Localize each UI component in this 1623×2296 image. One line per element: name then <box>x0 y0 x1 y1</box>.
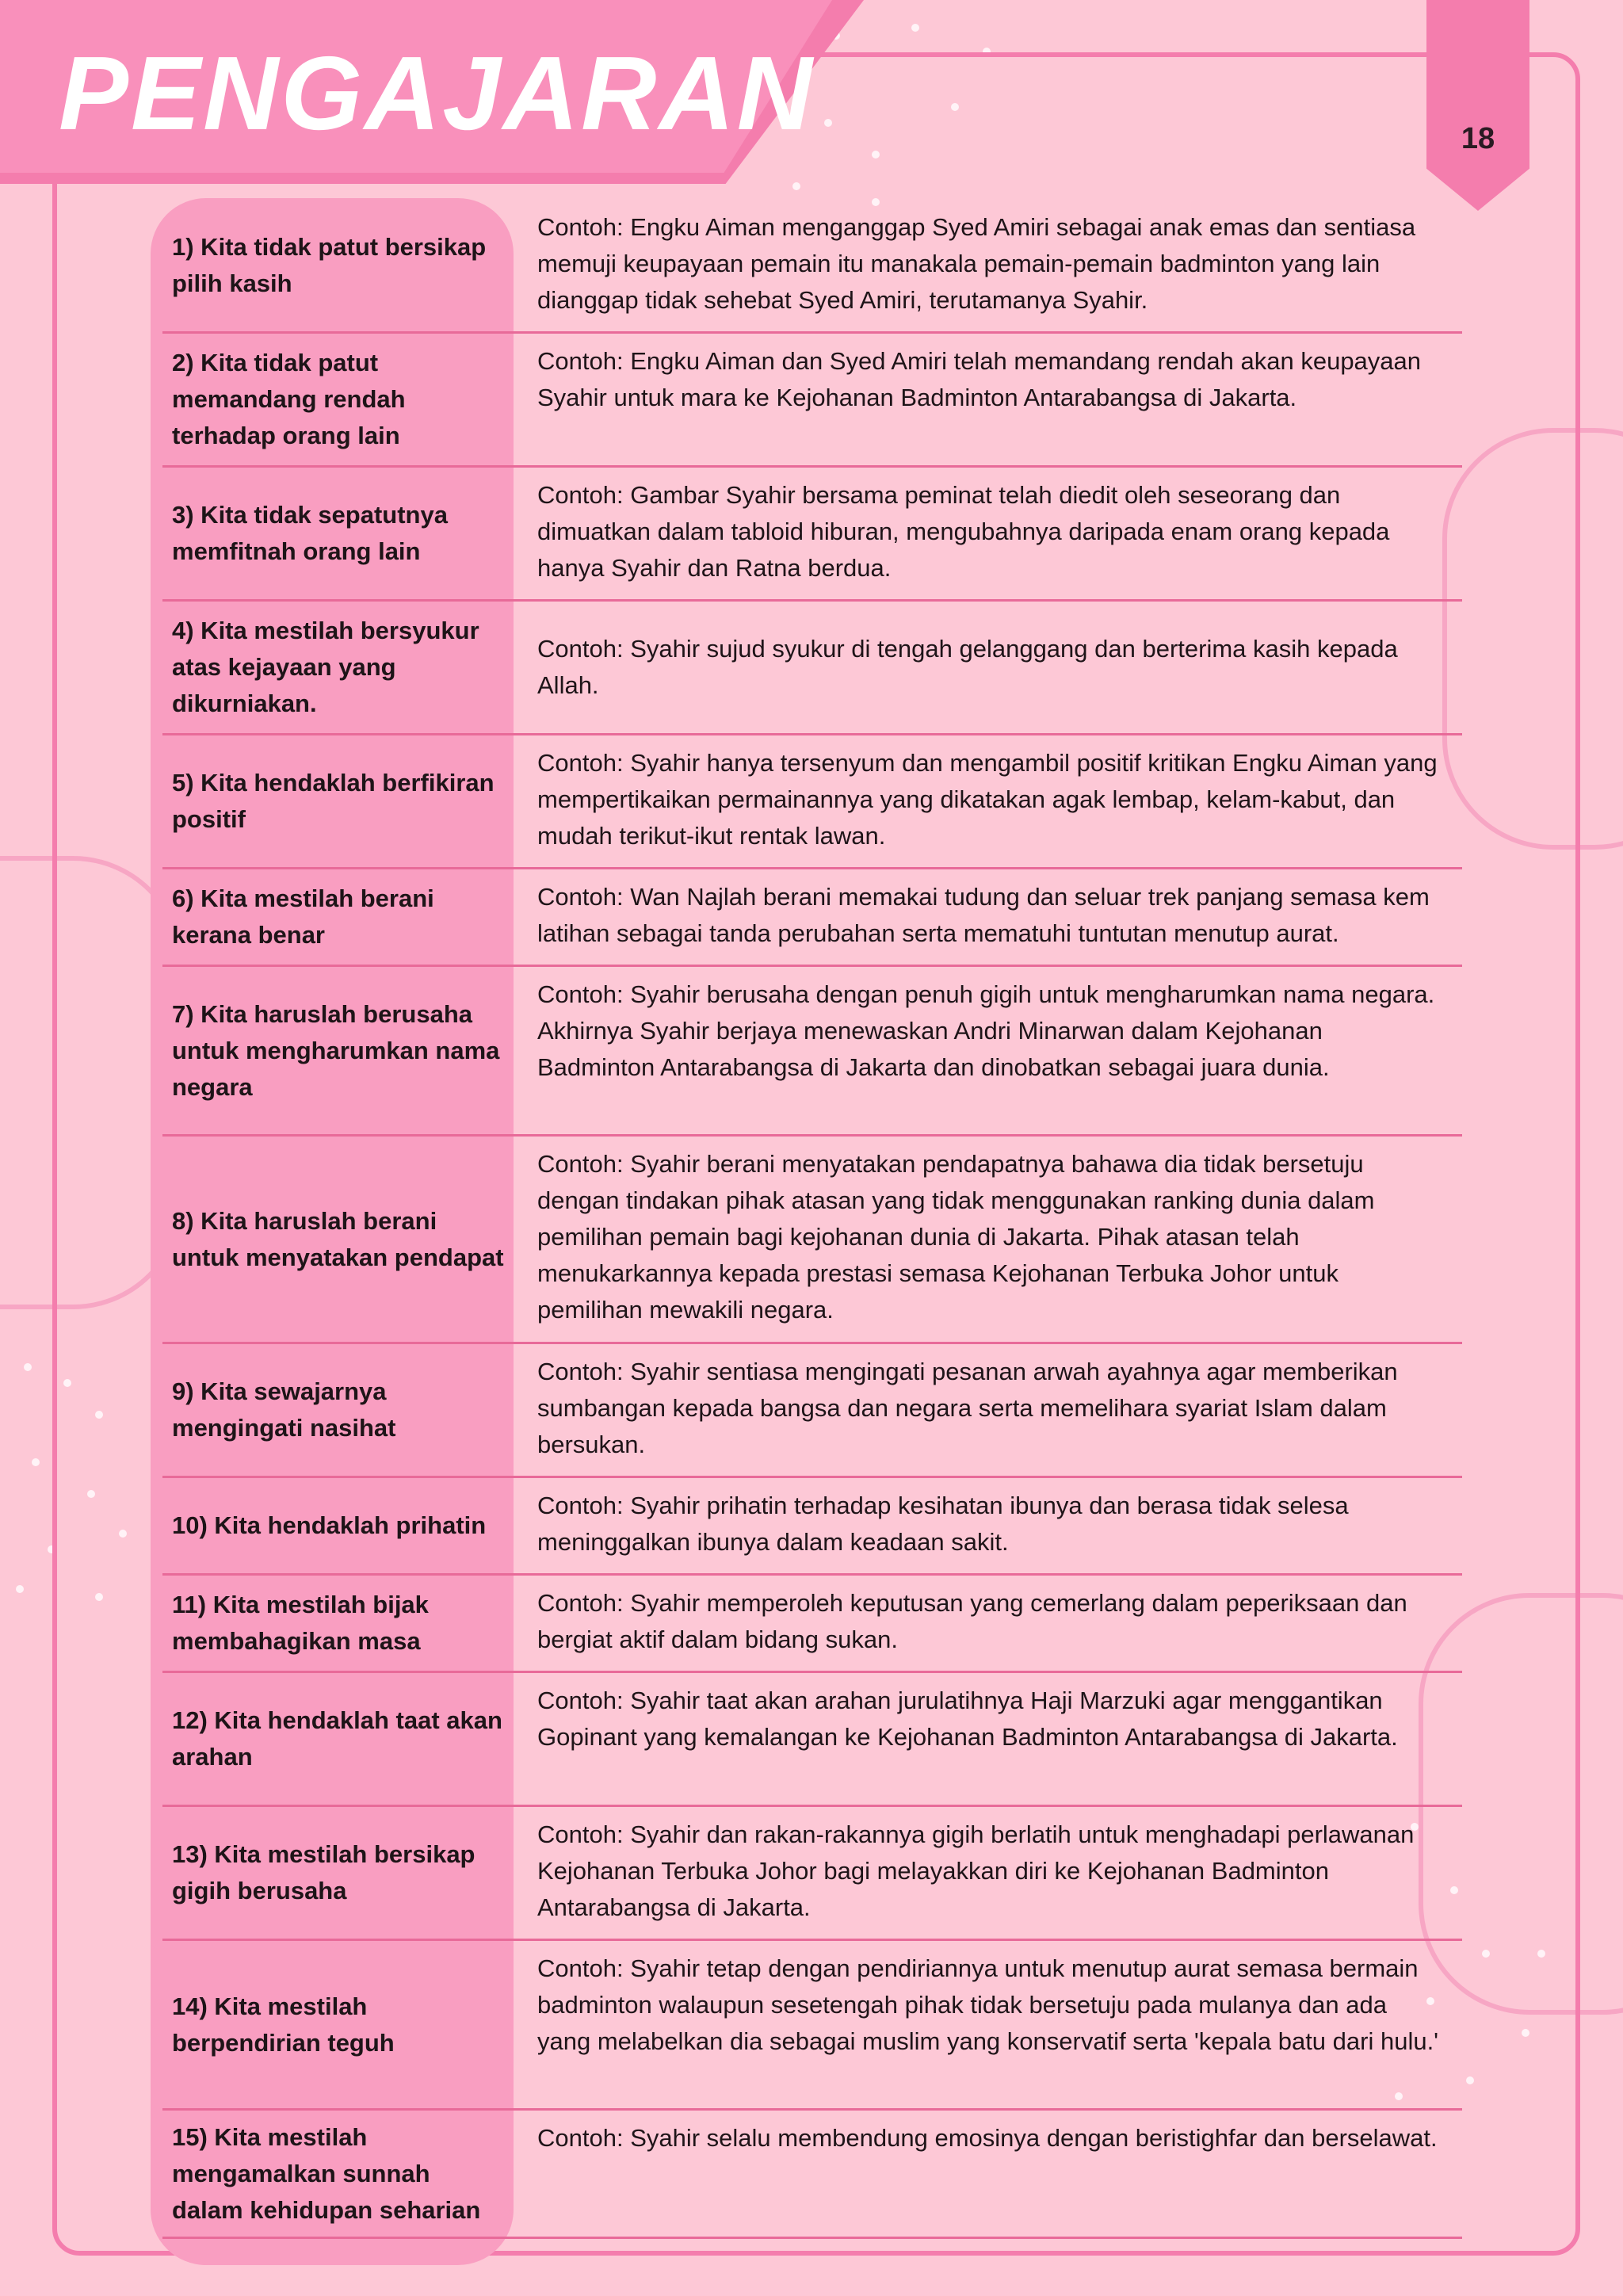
table-row <box>162 1673 1462 1807</box>
lesson-title: 7) Kita haruslah berusaha untuk mengharumkan nama negara <box>172 999 500 1101</box>
lesson-example: Contoh: Syahir berani menyatakan pendapatnya bahawa dia tidak bersetuju dengan tindakan pihak atasan yang tidak menggunakan ranking dunia dalam pemilihan pemain bagi kejohanan dunia di Jakarta. Pihak atasan telah menukarkannya kepada prestasi semasa Kejohanan Terbuka Johor untuk pemilihan mewakili negara. <box>537 1150 1375 1324</box>
lesson-title: 1) Kita tidak patut bersikap pilih kasih <box>172 233 487 297</box>
lesson-example: Contoh: Wan Najlah berani memakai tudung dan seluar trek panjang semasa kem latihan sebagai tanda perubahan serta mematuhi tuntutan menutup aurat. <box>537 883 1430 947</box>
lesson-title: 2) Kita tidak patut memandang rendah terhadap orang lain <box>172 349 406 449</box>
lesson-title: 6) Kita mestilah berani kerana benar <box>172 884 434 949</box>
table-row <box>162 967 1462 1137</box>
lesson-example: Contoh: Syahir tetap dengan pendiriannya untuk menutup aurat semasa bermain badminton walaupun sesetengah pihak tidak bersetuju pada mulanya dan ada yang melabelkan dia sebagai muslim yang konservatif serta 'kepala batu dari hulu.' <box>537 1954 1439 2055</box>
table-row <box>162 200 1462 334</box>
page-number-tab <box>1426 0 1529 211</box>
table-row <box>162 1576 1462 1673</box>
table-row <box>162 1137 1462 1344</box>
lesson-example: Contoh: Syahir prihatin terhadap kesihatan ibunya dan berasa tidak selesa meninggalkan ibunya dalam keadaan sakit. <box>537 1492 1349 1556</box>
table-row <box>162 1478 1462 1576</box>
lesson-example: Contoh: Syahir hanya tersenyum dan mengambil positif kritikan Engku Aiman yang mempertikaikan permainannya yang dikatakan agak lembap, kelam-kabut, dan mudah terikut-ikut rentak lawan. <box>537 749 1438 850</box>
lesson-title: 4) Kita mestilah bersyukur atas kejayaan yang dikurniakan. <box>172 617 479 717</box>
lesson-title: 14) Kita mestilah berpendirian teguh <box>172 1992 395 2057</box>
lesson-title: 13) Kita mestilah bersikap gigih berusaha <box>172 1840 475 1904</box>
lesson-title: 5) Kita hendaklah berfikiran positif <box>172 769 495 833</box>
lesson-example: Contoh: Syahir sujud syukur di tengah gelanggang dan berterima kasih kepada Allah. <box>537 635 1398 699</box>
table-row <box>162 869 1462 967</box>
table-row <box>162 1344 1462 1478</box>
lesson-example: Contoh: Syahir berusaha dengan penuh gigih untuk mengharumkan nama negara. Akhirnya Syahir berjaya menewaskan Andri Minarwan dalam Kejohanan Badminton Antarabangsa di Jakarta dan dinobatkan sebagai juara dunia. <box>537 980 1435 1081</box>
table-row <box>162 735 1462 869</box>
lesson-title: 11) Kita mestilah bijak membahagikan masa <box>172 1591 429 1655</box>
decorative-dot <box>32 1458 40 1466</box>
decorative-dot <box>911 24 919 32</box>
decorative-dot <box>16 1585 24 1593</box>
page-number: 18 <box>1461 122 1495 155</box>
table-row <box>162 602 1462 735</box>
lessons-table <box>162 200 1462 2239</box>
lesson-example: Contoh: Syahir sentiasa mengingati pesanan arwah ayahnya agar memberikan sumbangan kepada bangsa dan negara serta memelihara syariat Islam dalam bersukan. <box>537 1358 1398 1458</box>
lesson-example: Contoh: Engku Aiman menganggap Syed Amiri sebagai anak emas dan sentiasa memuji keupayaan pemain itu manakala pemain-pemain badminton yang lain dianggap tidak sehebat Syed Amiri, terutamanya Syahir. <box>537 213 1416 314</box>
lesson-title: 10) Kita hendaklah prihatin <box>172 1511 487 1539</box>
lesson-title: 8) Kita haruslah berani untuk menyatakan pendapat <box>172 1206 504 1271</box>
table-row <box>162 1807 1462 1941</box>
lesson-title: 3) Kita tidak sepatutnya memfitnah orang lain <box>172 501 448 565</box>
lesson-title: 12) Kita hendaklah taat akan arahan <box>172 1706 502 1771</box>
lesson-example: Contoh: Syahir taat akan arahan jurulatihnya Haji Marzuki agar menggantikan Gopinant yang kemalangan ke Kejohanan Badminton Antarabangsa di Jakarta. <box>537 1687 1398 1751</box>
table-row <box>162 468 1462 602</box>
lesson-title: 15) Kita mestilah mengamalkan sunnah dalam kehidupan seharian <box>172 2122 481 2224</box>
lesson-example: Contoh: Syahir selalu membendung emosinya dengan beristighfar dan berselawat. <box>537 2124 1438 2152</box>
lesson-example: Contoh: Engku Aiman dan Syed Amiri telah memandang rendah akan keupayaan Syahir untuk mara ke Kejohanan Badminton Antarabangsa di Jakarta. <box>537 347 1422 411</box>
lesson-title: 9) Kita sewajarnya mengingati nasihat <box>172 1377 396 1442</box>
table-row <box>162 334 1462 468</box>
page-title: PENGAJARAN <box>59 35 815 151</box>
table-row <box>162 2111 1462 2239</box>
decorative-dot <box>24 1363 32 1371</box>
lesson-example: Contoh: Gambar Syahir bersama peminat telah diedit oleh seseorang dan dimuatkan dalam tabloid hiburan, mengubahnya daripada enam orang kepada hanya Syahir dan Ratna berdua. <box>537 481 1390 582</box>
lesson-example: Contoh: Syahir dan rakan-rakannya gigih berlatih untuk menghadapi perlawanan Kejohanan Terbuka Johor bagi melayakkan diri ke Kejohanan Badminton Antarabangsa di Jakarta. <box>537 1820 1415 1921</box>
lesson-example: Contoh: Syahir memperoleh keputusan yang cemerlang dalam peperiksaan dan bergiat aktif dalam bidang sukan. <box>537 1589 1407 1653</box>
table-row <box>162 1941 1462 2111</box>
